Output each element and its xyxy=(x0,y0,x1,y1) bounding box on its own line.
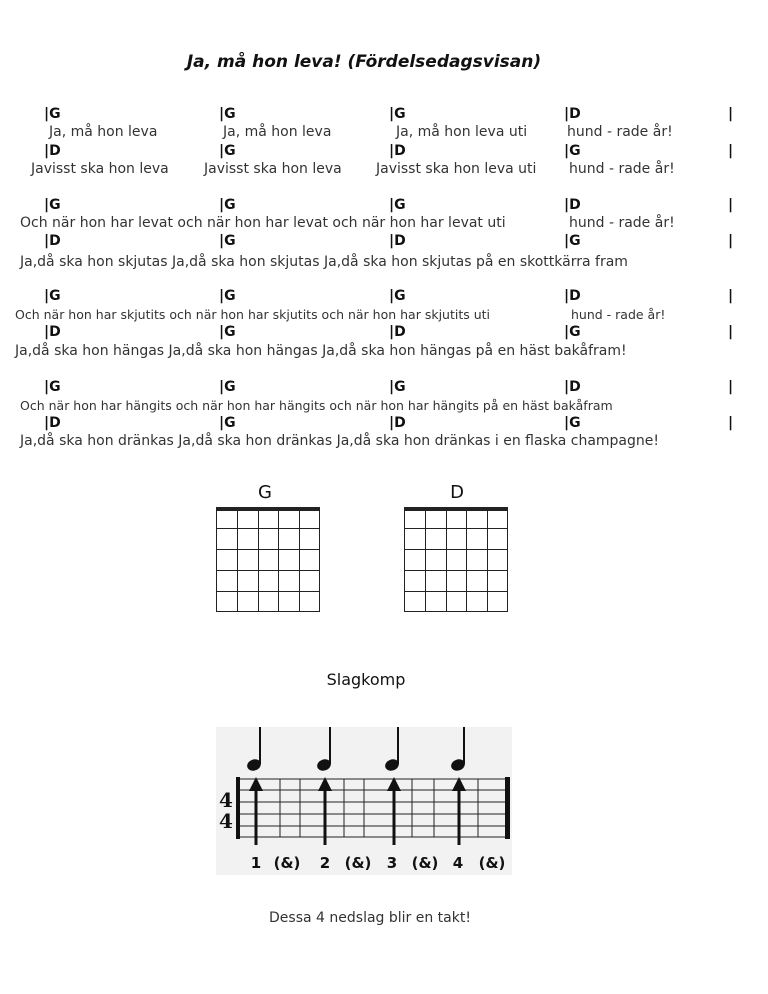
chord-symbol: |G xyxy=(219,324,236,340)
lyric-segment: hund - rade år! xyxy=(567,124,673,140)
chord-symbol: |G xyxy=(219,379,236,395)
strum-footer-note: Dessa 4 nedslag blir en takt! xyxy=(269,910,471,926)
bar-line: | xyxy=(728,324,734,340)
chord-symbol: |G xyxy=(389,106,406,122)
lyric-segment: Ja, må hon leva xyxy=(223,124,332,140)
chord-symbol: |G xyxy=(564,233,581,249)
chord-symbol: |D xyxy=(564,288,581,304)
lyric-segment: Javisst ska hon leva xyxy=(31,161,169,177)
chord-symbol: |D xyxy=(564,106,581,122)
lyric-segment: Och när hon har levat och när hon har levat och när hon har levat uti xyxy=(20,215,506,231)
chord-symbol: |D xyxy=(389,143,406,159)
chord-chart-label-g: G xyxy=(258,482,272,503)
bar-line: | xyxy=(728,143,734,159)
beat-count: (&) xyxy=(411,854,439,872)
lyric-segment: Och när hon har hängits och när hon har hängits och när hon har hängits på en häst bakåfram xyxy=(20,398,613,413)
bar-line: | xyxy=(728,379,734,395)
lyric-segment: hund - rade år! xyxy=(571,307,666,322)
chord-symbol: |D xyxy=(44,233,61,249)
chord-symbol: |D xyxy=(389,324,406,340)
beat-count: 4 xyxy=(452,854,464,872)
chord-symbol: |G xyxy=(219,197,236,213)
beat-count: 3 xyxy=(386,854,398,872)
chord-symbol: |G xyxy=(389,379,406,395)
chord-symbol: |D xyxy=(389,233,406,249)
bar-line: | xyxy=(728,288,734,304)
beat-count: (&) xyxy=(273,854,301,872)
chord-symbol: |G xyxy=(219,106,236,122)
chord-chart-g xyxy=(216,507,321,613)
bar-line: | xyxy=(728,197,734,213)
chord-symbol: |G xyxy=(564,324,581,340)
lyric-segment: Ja,då ska hon skjutas Ja,då ska hon skjutas Ja,då ska hon skjutas på en skottkärra fram xyxy=(20,254,628,270)
lyric-segment: Ja, må hon leva xyxy=(49,124,158,140)
lyric-segment: Och när hon har skjutits och när hon har skjutits och när hon har skjutits uti xyxy=(15,307,491,322)
chord-symbol: |G xyxy=(564,415,581,431)
chord-symbol: |G xyxy=(44,106,61,122)
chord-symbol: |G xyxy=(564,143,581,159)
chord-symbol: |G xyxy=(389,197,406,213)
lyric-segment: Ja, må hon leva uti xyxy=(396,124,528,140)
chord-symbol: |D xyxy=(564,197,581,213)
beat-count: (&) xyxy=(478,854,506,872)
chord-symbol: |G xyxy=(44,379,61,395)
strum-diagram xyxy=(216,727,512,875)
chord-symbol: |G xyxy=(389,288,406,304)
chord-symbol: |D xyxy=(389,415,406,431)
chord-symbol: |G xyxy=(219,288,236,304)
lyric-segment: Ja,då ska hon hängas Ja,då ska hon hängas Ja,då ska hon hängas på en häst bakåfram! xyxy=(15,343,627,359)
time-signature-bottom: 4 xyxy=(219,809,233,833)
bar-line: | xyxy=(728,233,734,249)
chord-symbol: |D xyxy=(44,415,61,431)
chord-symbol: |G xyxy=(219,233,236,249)
chord-symbol: |G xyxy=(219,415,236,431)
lyric-segment: hund - rade år! xyxy=(569,215,675,231)
chord-symbol: |D xyxy=(44,324,61,340)
chord-symbol: |D xyxy=(44,143,61,159)
beat-count: 2 xyxy=(319,854,331,872)
beat-count: (&) xyxy=(344,854,372,872)
bar-line: | xyxy=(728,106,734,122)
strum-heading: Slagkomp xyxy=(326,670,406,689)
chord-chart-d xyxy=(404,507,509,613)
lyric-segment: hund - rade år! xyxy=(569,161,675,177)
chord-symbol: |G xyxy=(219,143,236,159)
lyric-segment: Ja,då ska hon dränkas Ja,då ska hon dränkas Ja,då ska hon dränkas i en flaska champagne! xyxy=(20,433,659,449)
lyric-segment: Javisst ska hon leva xyxy=(204,161,342,177)
chord-chart-label-d: D xyxy=(450,482,464,503)
page-title: Ja, må hon leva! (Fördelsedagsvisan) xyxy=(186,52,542,72)
bar-line: | xyxy=(728,415,734,431)
chord-symbol: |D xyxy=(564,379,581,395)
time-signature-top: 4 xyxy=(219,788,233,812)
chord-symbol: |G xyxy=(44,197,61,213)
lyric-segment: Javisst ska hon leva uti xyxy=(376,161,537,177)
beat-count: 1 xyxy=(250,854,262,872)
chord-symbol: |G xyxy=(44,288,61,304)
